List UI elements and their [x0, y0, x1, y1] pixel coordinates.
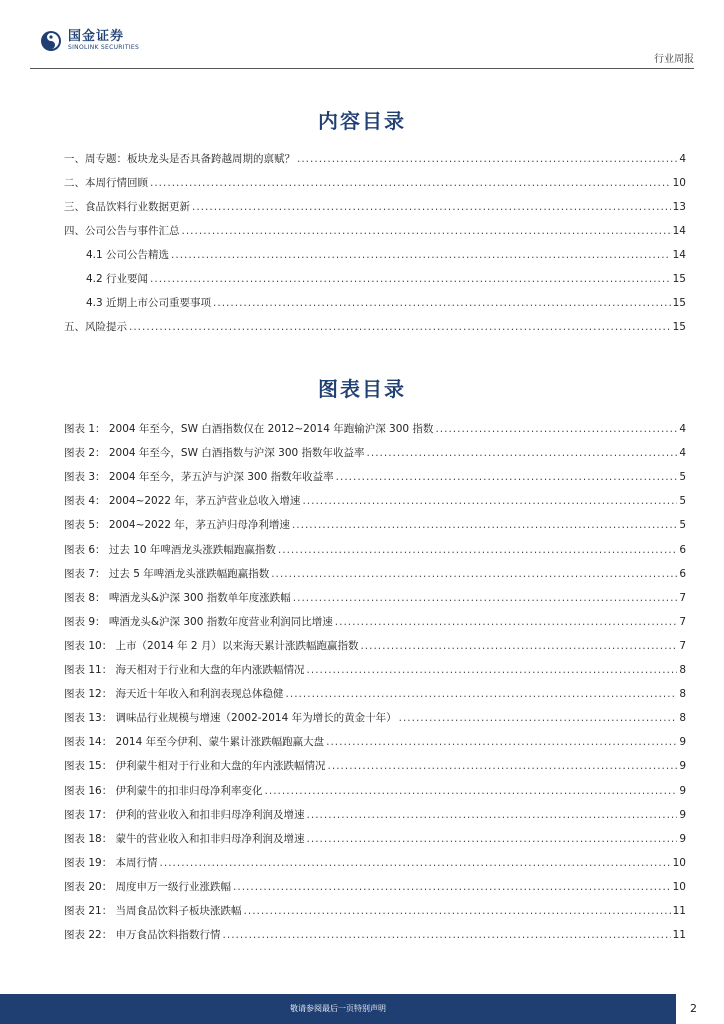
figure-entry-label: 图表 21： 当周食品饮料子板块涨跌幅	[64, 905, 242, 917]
figure-entry-page: 8	[679, 688, 686, 700]
figure-entry-label: 图表 15： 伊利蒙牛相对于行业和大盘的年内涨跌幅情况	[64, 760, 326, 772]
toc-entry-label: 4.3 近期上市公司重要事项	[86, 297, 212, 309]
toc-entry-page: 4	[679, 153, 686, 165]
figure-entry-label: 图表 4： 2004~2022 年，茅五泸营业总收入增速	[64, 495, 301, 507]
header-divider	[30, 68, 694, 69]
dot-leader	[335, 616, 678, 628]
dot-leader	[244, 905, 671, 917]
dot-leader	[192, 201, 671, 213]
toc-entry-page: 10	[672, 177, 686, 189]
dot-leader	[328, 760, 678, 772]
figure-entry-page: 7	[679, 616, 686, 628]
dot-leader	[307, 809, 678, 821]
figure-entry-page: 7	[679, 640, 686, 652]
dot-leader	[182, 225, 671, 237]
dot-leader	[286, 688, 678, 700]
figure-entry-page: 7	[679, 592, 686, 604]
figure-entry[interactable]	[64, 831, 686, 845]
dot-leader	[150, 177, 671, 189]
sinolink-logo-icon	[40, 30, 62, 52]
figure-entry[interactable]	[64, 903, 686, 917]
dot-leader	[297, 153, 677, 165]
footer-bar	[0, 994, 676, 1024]
toc-entry-label: 五、风险提示	[64, 321, 127, 333]
toc-entry[interactable]	[64, 151, 686, 165]
figure-entry[interactable]	[64, 493, 686, 507]
figure-entry-page: 8	[679, 712, 686, 724]
figure-entry[interactable]	[64, 686, 686, 700]
dot-leader	[265, 785, 678, 797]
figure-entry-label: 图表 6： 过去 10 年啤酒龙头涨跌幅跑赢指数	[64, 544, 276, 556]
figure-entry-page: 6	[679, 568, 686, 580]
toc-entry[interactable]	[86, 271, 686, 285]
figure-entry-page: 5	[679, 519, 686, 531]
figure-entry-label: 图表 16： 伊利蒙牛的扣非归母净利率变化	[64, 785, 263, 797]
logo-chinese-name: 国金证券	[68, 29, 125, 44]
figure-entry[interactable]	[64, 614, 686, 628]
dot-leader	[367, 447, 678, 459]
toc-entry-page: 15	[672, 321, 686, 333]
figure-entry[interactable]	[64, 517, 686, 531]
figure-entry-page: 9	[679, 809, 686, 821]
toc-entry-label: 一、周专题：板块龙头是否具备跨越周期的禀赋？	[64, 153, 295, 165]
figure-entry[interactable]	[64, 734, 686, 748]
toc-entry-label: 4.2 行业要闻	[86, 273, 149, 285]
figure-entry[interactable]	[64, 879, 686, 893]
toc-entry[interactable]	[86, 247, 686, 261]
document-type: 行业周报	[654, 54, 694, 65]
dot-leader	[399, 712, 678, 724]
figure-entry-page: 9	[679, 736, 686, 748]
toc-entry[interactable]	[64, 319, 686, 333]
figure-entry[interactable]	[64, 710, 686, 724]
figure-entry[interactable]	[64, 758, 686, 772]
figure-entry[interactable]	[64, 469, 686, 483]
dot-leader	[233, 881, 671, 893]
figure-entry-page: 11	[672, 929, 686, 941]
logo-english-name: SINOLINK SECURITIES	[68, 44, 140, 51]
figure-entry-label: 图表 19： 本周行情	[64, 857, 158, 869]
figure-entry-page: 5	[679, 471, 686, 483]
figure-entry[interactable]	[64, 542, 686, 556]
figure-entry[interactable]	[64, 421, 686, 435]
figure-entry[interactable]	[64, 445, 686, 459]
figure-entry-page: 11	[672, 905, 686, 917]
dot-leader	[326, 736, 677, 748]
figure-entry-label: 图表 18： 蒙牛的营业收入和扣非归母净利润及增速	[64, 833, 305, 845]
toc-entry-page: 13	[672, 201, 686, 213]
dot-leader	[293, 592, 678, 604]
figure-entry-label: 图表 17： 伊利的营业收入和扣非归母净利润及增速	[64, 809, 305, 821]
dot-leader	[302, 495, 677, 507]
figure-entry[interactable]	[64, 855, 686, 869]
dot-leader	[435, 423, 677, 435]
figure-entry[interactable]	[64, 638, 686, 652]
figure-entry-page: 10	[672, 857, 686, 869]
disclaimer-note: 敬请参阅最后一页特别声明	[290, 1004, 386, 1013]
dot-leader	[213, 297, 671, 309]
figure-entry-page: 6	[679, 544, 686, 556]
figure-entry-label: 图表 13： 调味品行业规模与增速（2002-2014 年为增长的黄金十年）	[64, 712, 397, 724]
toc-entry-page: 14	[672, 225, 686, 237]
figure-entry[interactable]	[64, 783, 686, 797]
figure-entry-label: 图表 7： 过去 5 年啤酒龙头涨跌幅跑赢指数	[64, 568, 270, 580]
figure-entry-page: 10	[672, 881, 686, 893]
toc-entry[interactable]	[64, 223, 686, 237]
figure-entry-label: 图表 14： 2014 年至今伊利、蒙牛累计涨跌幅跑赢大盘	[64, 736, 325, 748]
figure-entry-page: 8	[679, 664, 686, 676]
figure-entry-label: 图表 2： 2004 年至今，SW 白酒指数与沪深 300 指数年收益率	[64, 447, 365, 459]
dot-leader	[129, 321, 671, 333]
toc-entry-label: 4.1 公司公告精选	[86, 249, 170, 261]
figure-entry-label: 图表 20： 周度申万一级行业涨跌幅	[64, 881, 232, 893]
dot-leader	[336, 471, 678, 483]
figure-entry-label: 图表 22： 申万食品饮料指数行情	[64, 929, 221, 941]
page-number: 2	[690, 1002, 697, 1015]
toc-entry[interactable]	[64, 199, 686, 213]
dot-leader	[307, 833, 678, 845]
dot-leader	[150, 273, 671, 285]
toc-entry-label: 四、公司公告与事件汇总	[64, 225, 180, 237]
toc-entry[interactable]	[86, 295, 686, 309]
figure-entry-page: 4	[679, 447, 686, 459]
toc-entry-page: 15	[672, 297, 686, 309]
figure-entry[interactable]	[64, 927, 686, 941]
figure-entry-page: 4	[679, 423, 686, 435]
toc-entry-page: 15	[672, 273, 686, 285]
figure-entry-label: 图表 8： 啤酒龙头&沪深 300 指数单年度涨跌幅	[64, 592, 291, 604]
figure-entry[interactable]	[64, 566, 686, 580]
figure-entry[interactable]	[64, 662, 686, 676]
figures-title: 图表目录	[318, 377, 406, 401]
figure-entry[interactable]	[64, 807, 686, 821]
toc-entry-label: 二、本周行情回顾	[64, 177, 148, 189]
figure-entry-page: 9	[679, 760, 686, 772]
figure-entry-page: 9	[679, 833, 686, 845]
dot-leader	[223, 929, 671, 941]
figure-entry-label: 图表 3： 2004 年至今，茅五泸与沪深 300 指数年收益率	[64, 471, 334, 483]
dot-leader	[360, 640, 677, 652]
dot-leader	[271, 568, 677, 580]
figure-entry-label: 图表 9： 啤酒龙头&沪深 300 指数年度营业利润同比增速	[64, 616, 333, 628]
toc-entry-page: 14	[672, 249, 686, 261]
figure-entry-label: 图表 1： 2004 年至今，SW 白酒指数仅在 2012~2014 年跑输沪深 300 指数	[64, 423, 434, 435]
company-logo	[40, 30, 139, 52]
dot-leader	[307, 664, 678, 676]
figure-entry-label: 图表 10： 上市（2014 年 2 月）以来海天累计涨跌幅跑赢指数	[64, 640, 359, 652]
figure-entry[interactable]	[64, 590, 686, 604]
dot-leader	[292, 519, 677, 531]
page-header	[0, 0, 724, 68]
figure-entry-page: 9	[679, 785, 686, 797]
figure-entry-label: 图表 12： 海天近十年收入和利润表现总体稳健	[64, 688, 284, 700]
figure-entry-page: 5	[679, 495, 686, 507]
dot-leader	[278, 544, 677, 556]
toc-entry[interactable]	[64, 175, 686, 189]
dot-leader	[171, 249, 671, 261]
toc-entry-label: 三、食品饮料行业数据更新	[64, 201, 190, 213]
dot-leader	[160, 857, 671, 869]
toc-title: 内容目录	[318, 109, 406, 133]
figure-entry-label: 图表 11： 海天相对于行业和大盘的年内涨跌幅情况	[64, 664, 305, 676]
figure-entry-label: 图表 5： 2004~2022 年，茅五泸归母净利增速	[64, 519, 290, 531]
